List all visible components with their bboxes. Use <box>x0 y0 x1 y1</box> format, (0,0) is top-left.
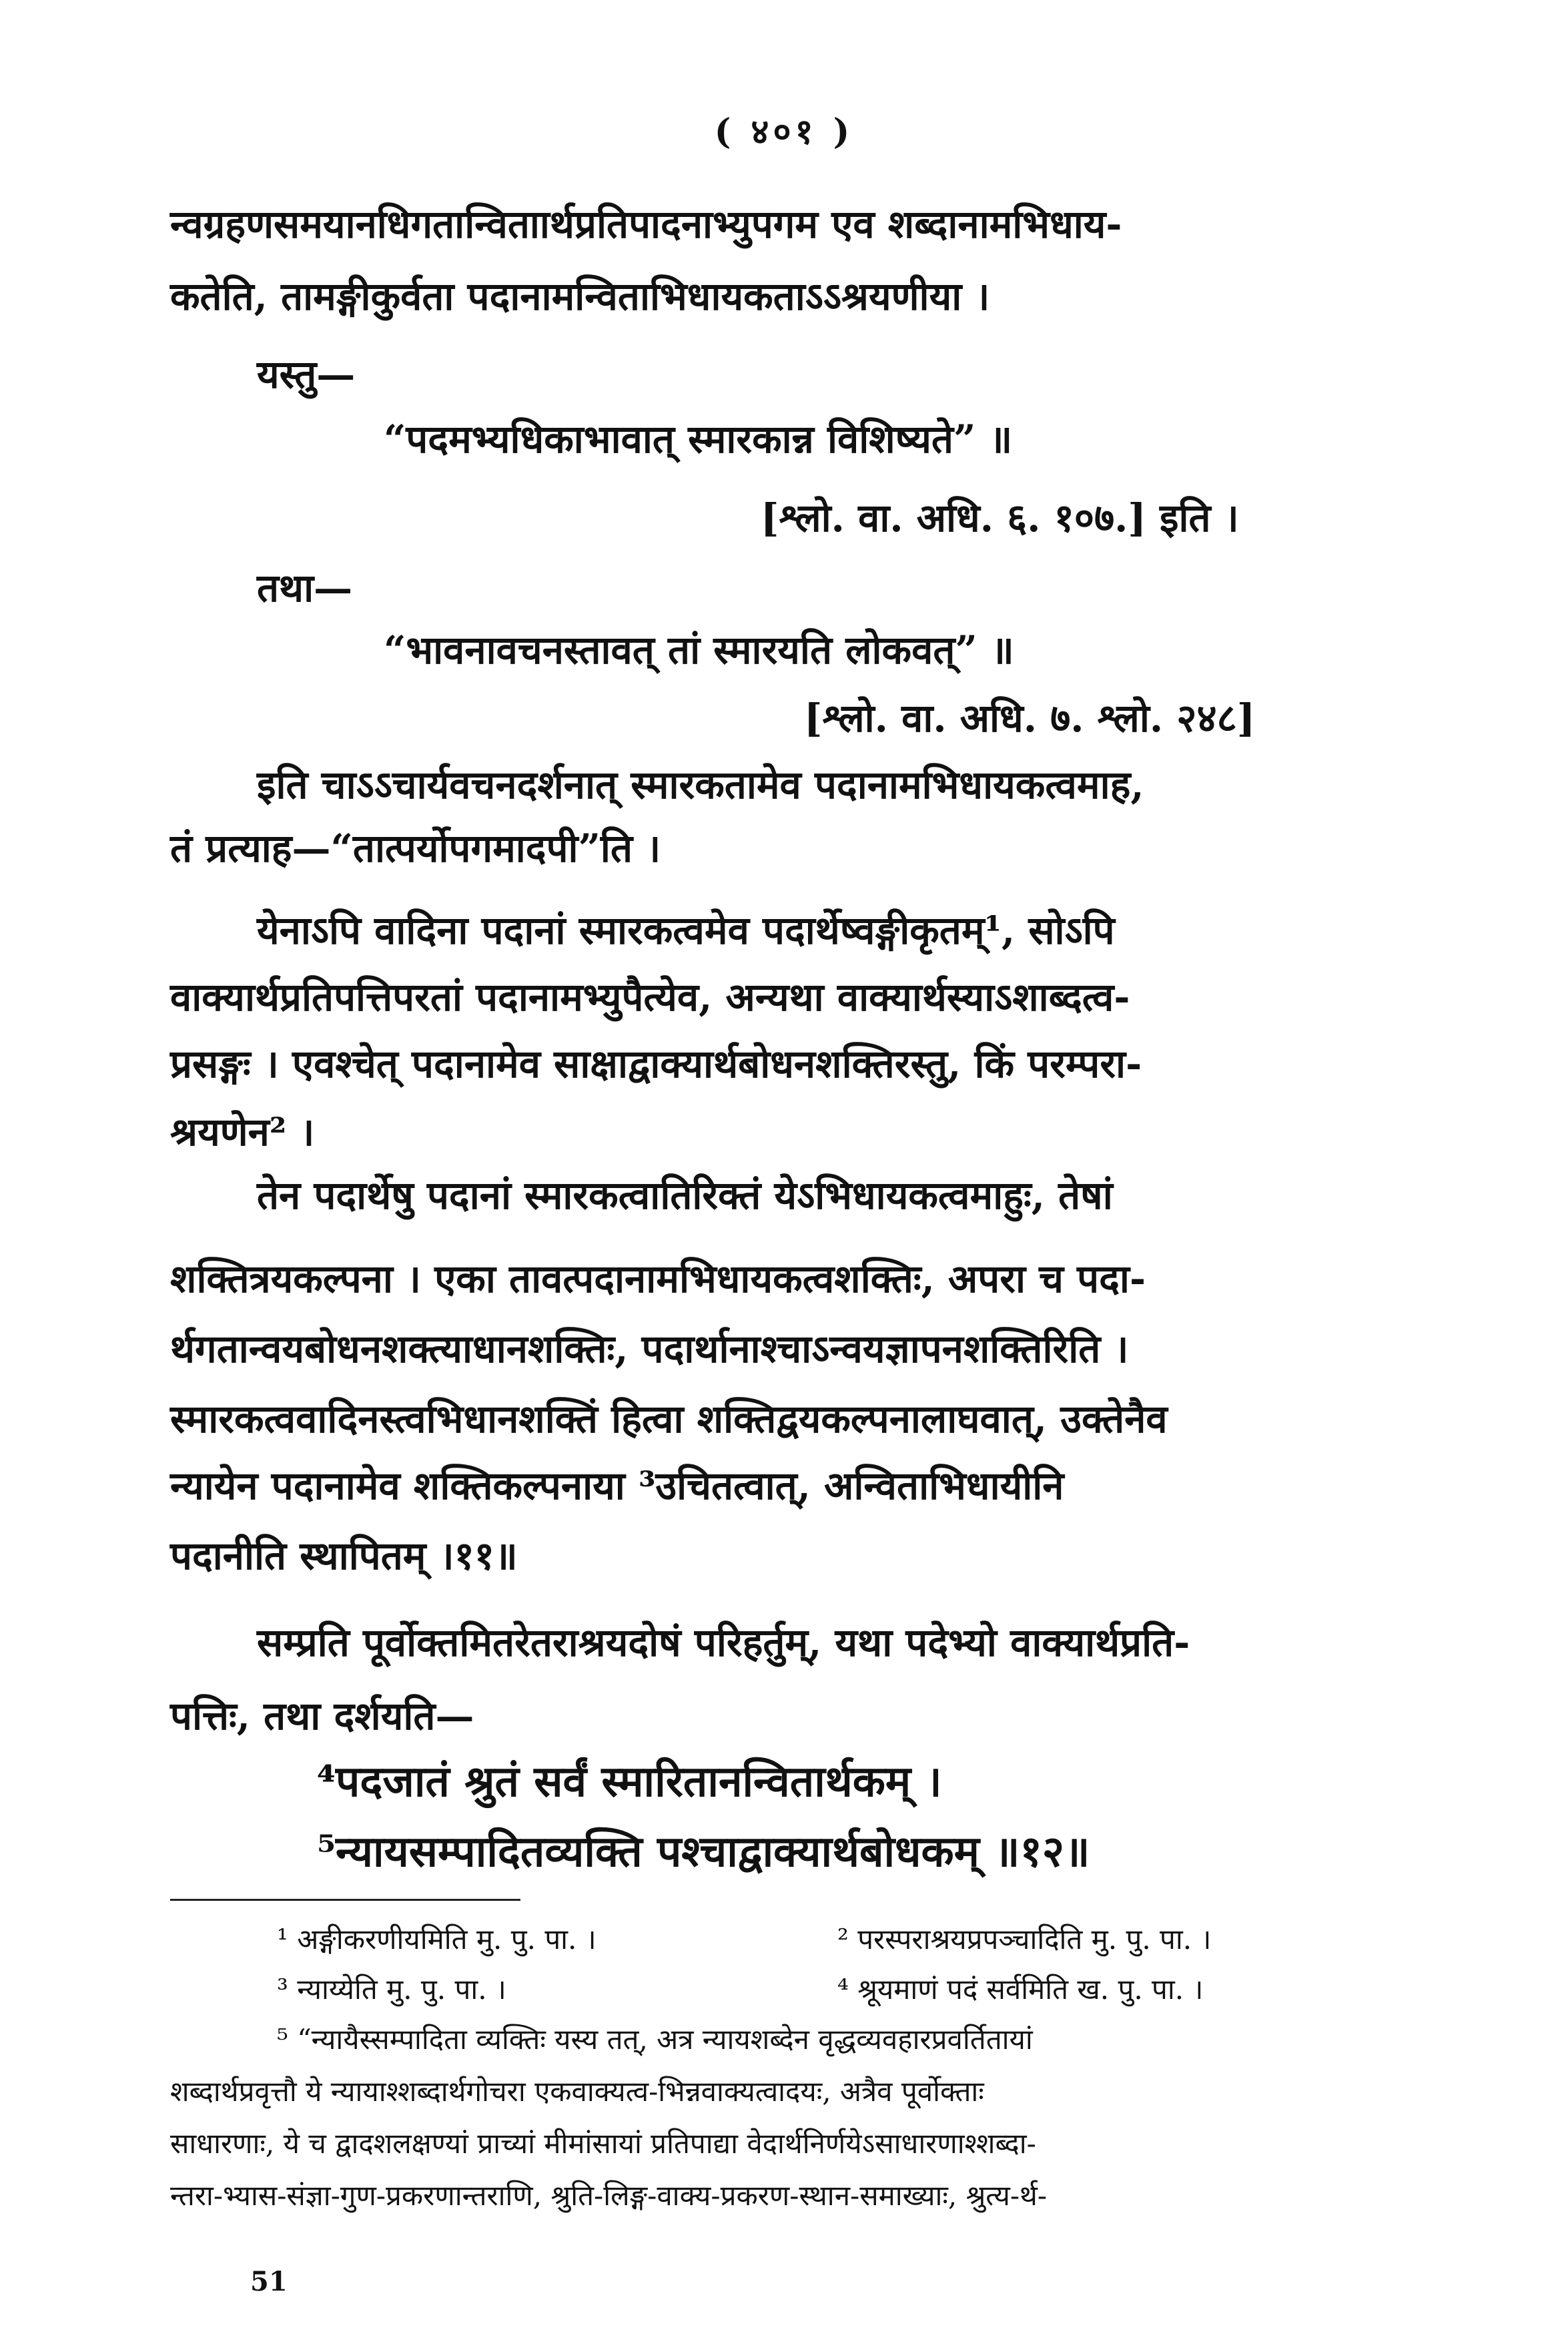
text-line: पत्तिः, तथा दर्शयति— <box>170 1693 474 1739</box>
text-line: इति चाऽऽचार्यवचनदर्शनात् स्मारकतामेव पदानामभिधायकत्वमाह, <box>257 762 1144 808</box>
text-line: प्रसङ्गः । एवश्चेत् पदानामेव साक्षाद्वाक्यार्थबोधनशक्तिरस्तु, किं परम्परा- <box>170 1041 1142 1087</box>
text-line: शक्तित्रयकल्पना । एका तावत्पदानामभिधायकत्वशक्तिः, अपरा च पदा- <box>170 1256 1146 1301</box>
text-line: न्वग्रहणसमयानधिगतान्विताार्थप्रतिपादनाभ्युपगम एव शब्दानामभिधाय- <box>170 202 1122 247</box>
footnote: शब्दार्थप्रवृत्तौ ये न्यायाश्शब्दार्थगोचरा एकवाक्यत्व-भिन्नवाक्यत्वादयः, अत्रैव पूर्वोक्ताः <box>170 2075 984 2108</box>
text-line: कतेति, तामङ्गीकुर्वता पदानामन्विताभिधायकताऽऽश्रयणीया । <box>170 274 990 319</box>
citation: [श्लो. वा. अधि. ७. श्लो. २४८] <box>804 695 1256 741</box>
text-line: यस्तु— <box>257 352 356 397</box>
text-line: पदानीति स्थापितम् ।११॥ <box>170 1533 518 1578</box>
karika-verse-line: ⁵न्यायसम्पादितव्यक्ति पश्चाद्वाक्यार्थबोधकम् ॥१२॥ <box>317 1827 1090 1877</box>
text-line: येनाऽपि वादिना पदानां स्मारकत्वमेव पदार्थेष्वङ्गीकृतम्¹, सोऽपि <box>257 908 1115 953</box>
text-line: र्थगतान्वयबोधनशक्त्याधानशक्तिः, पदार्थानाश्चाऽन्वयज्ञापनशक्तिरिति । <box>170 1326 1129 1372</box>
folio-number: 51 <box>250 2266 288 2297</box>
text-line: तेन पदार्थेषु पदानां स्मारकत्वातिरिक्तं येऽभिधायकत्वमाहुः, तेषां <box>257 1173 1113 1218</box>
quoted-verse: “भावनावचनस्तावत् तां स्मारयति लोकवत्” ॥ <box>384 627 1014 673</box>
footnote: न्तरा-भ्यास-संज्ञा-गुण-प्रकरणान्तराणि, श्रुति-लिङ्ग-वाक्य-प्रकरण-स्थान-समाख्याः, श्रुत्य-र्थ- <box>170 2179 1048 2212</box>
text-line: सम्प्रति पूर्वोक्तमितरेतराश्रयदोषं परिहर्तुम्, यथा पदेभ्यो वाक्यार्थप्रति- <box>257 1620 1190 1665</box>
footnote: ⁴ श्रूयमाणं पदं सर्वमिति ख. पु. पा. । <box>837 1973 1204 2006</box>
footnote: साधारणाः, ये च द्वादशलक्षण्यां प्राच्यां मीमांसायां प्रतिपाद्या वेदार्थनिर्णयेऽसाधारणाश्शब्दा- <box>170 2127 1036 2160</box>
footnote: ² परस्पराश्रयप्रपञ्चादिति मु. पु. पा. । <box>837 1923 1212 1956</box>
text-line: न्यायेन पदानामेव शक्तिकल्पनाया ³उचितत्वात्, अन्विताभिधायीनि <box>170 1463 1064 1508</box>
text-line: स्मारकत्ववादिनस्त्वभिधानशक्तिं हित्वा शक्तिद्वयकल्पनालाघवात्, उक्तेनैव <box>170 1396 1168 1442</box>
footnote-rule <box>170 1899 520 1901</box>
footnote: ³ न्याय्येति मु. पु. पा. । <box>277 1973 506 2006</box>
text-line: तं प्रत्याह—“तात्पर्योपगमादपी”ति । <box>170 826 661 871</box>
footnote: ⁵ “न्यायैस्सम्पादिता व्यक्तिः यस्य तत्, अत्र न्यायशब्देन वृद्धव्यवहारप्रवर्तितायां <box>277 2023 1033 2056</box>
page-number: ( ४०१ ) <box>714 111 854 152</box>
citation: [श्लो. वा. अधि. ६. १०७.] इति । <box>761 495 1239 541</box>
text-line: तथा— <box>257 565 353 611</box>
footnote: ¹ अङ्गीकरणीयमिति मु. पु. पा. । <box>277 1923 597 1956</box>
text-line: श्रयणेन² । <box>170 1109 315 1155</box>
quoted-verse: “पदमभ्यधिकाभावात् स्मारकान्न विशिष्यते” ॥ <box>384 416 1013 462</box>
karika-verse-line: ⁴पदजातं श्रुतं सर्वं स्मारितानन्वितार्थकम् । <box>317 1757 942 1807</box>
text-line: वाक्यार्थप्रतिपत्तिपरतां पदानामभ्युपैत्येव, अन्यथा वाक्यार्थस्याऽशाब्दत्व- <box>170 974 1130 1020</box>
